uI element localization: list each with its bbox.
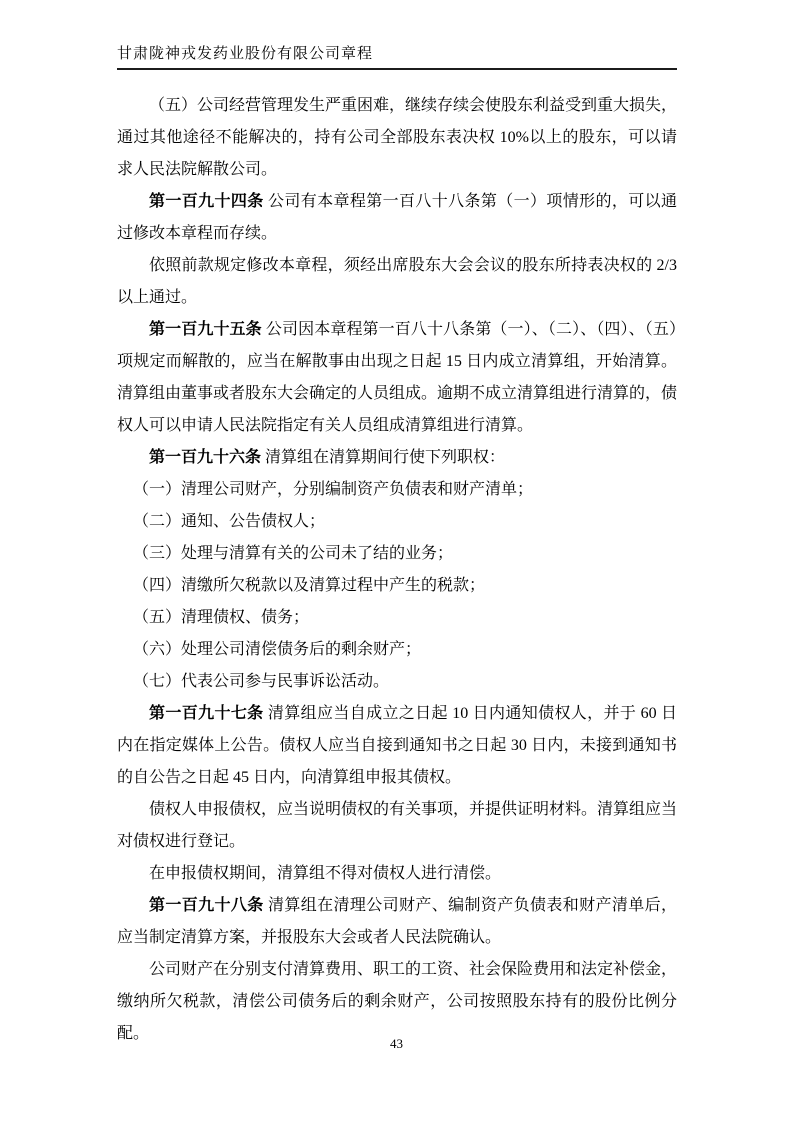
article-number: 第一百九十八条 (149, 897, 264, 914)
paragraph (117, 858, 677, 890)
paragraph-text: 在申报债权期间，清算组不得对债权人进行清偿。 (149, 865, 502, 882)
paragraph-text: （六）处理公司清偿债务后的剩余财产； (133, 641, 422, 658)
article-paragraph (117, 698, 677, 794)
paragraph-text: （二）通知、公告债权人； (133, 513, 326, 530)
article-paragraph (117, 890, 677, 954)
paragraph (117, 90, 677, 186)
page-header (117, 46, 677, 70)
paragraph-text: 公司财产在分别支付清算费用、职工的工资、社会保险费用和法定补偿金，缴纳所欠税款，清偿公司债务后的剩余财产，公司按照股东持有的股份比例分配。 (117, 961, 678, 1042)
list-item (117, 538, 677, 570)
paragraph-text: 清算组在清理公司财产、编制资产负债表和财产清单后，应当制定清算方案，并报股东大会或者人民法院确认。 (117, 897, 677, 946)
paragraph-text: （四）清缴所欠税款以及清算过程中产生的税款； (133, 577, 486, 594)
header-title: 甘肃陇神戎发药业股份有限公司章程 (117, 46, 374, 62)
page-footer (0, 1036, 793, 1052)
paragraph-text: （五）公司经营管理发生严重困难，继续存续会使股东利益受到重大损失，通过其他途径不能解决的，持有公司全部股东表决权 10%以上的股东，可以请求人民法院解散公司。 (117, 97, 678, 178)
paragraph-text: 依照前款规定修改本章程，须经出席股东大会会议的股东所持表决权的 2/3 以上通过。 (117, 257, 677, 306)
page-number: 43 (390, 1036, 403, 1051)
paragraph-text: 债权人申报债权，应当说明债权的有关事项，并提供证明材料。清算组应当对债权进行登记。 (117, 801, 678, 850)
list-item (117, 602, 677, 634)
list-item (117, 666, 677, 698)
paragraph-text: （七）代表公司参与民事诉讼活动。 (133, 673, 390, 690)
article-paragraph (117, 186, 677, 250)
paragraph-text: 公司有本章程第一百八十八条第（一）项情形的，可以通过修改本章程而存续。 (117, 193, 677, 242)
paragraph-text: （五）清理债权、债务； (133, 609, 310, 626)
paragraph-text: 清算组应当自成立之日起 10 日内通知债权人，并于 60 日内在指定媒体上公告。债权人应当自接到通知书之日起 30 日内，未接到通知书的自公告之日起 45 日内，向清算组申报其债权。 (117, 705, 677, 786)
paragraph-text: 清算组在清算期间行使下列职权： (261, 449, 506, 466)
paragraph-text: （一）清理公司财产，分别编制资产负债表和财产清单； (133, 481, 534, 498)
document-body (117, 90, 677, 1050)
list-item (117, 506, 677, 538)
paragraph-text: 公司因本章程第一百八十八条第（一）、（二）、（四）、（五）项规定而解散的，应当在解散事由出现之日起 15 日内成立清算组，开始清算。清算组由董事或者股东大会确定的人员组成。逾期不成立清算组进行清算的，债权人可以申请人民法院指定有关人员组成清算组进行清算。 (117, 321, 678, 434)
list-item (117, 570, 677, 602)
article-paragraph (117, 314, 677, 442)
list-item (117, 474, 677, 506)
paragraph (117, 250, 677, 314)
paragraph (117, 794, 677, 858)
article-number: 第一百九十六条 (149, 449, 262, 466)
list-item (117, 634, 677, 666)
article-number: 第一百九十四条 (149, 193, 264, 210)
paragraph-text: （三）处理与清算有关的公司未了结的业务； (133, 545, 454, 562)
article-paragraph (117, 442, 677, 474)
article-number: 第一百九十七条 (149, 705, 264, 722)
article-number: 第一百九十五条 (149, 321, 262, 338)
